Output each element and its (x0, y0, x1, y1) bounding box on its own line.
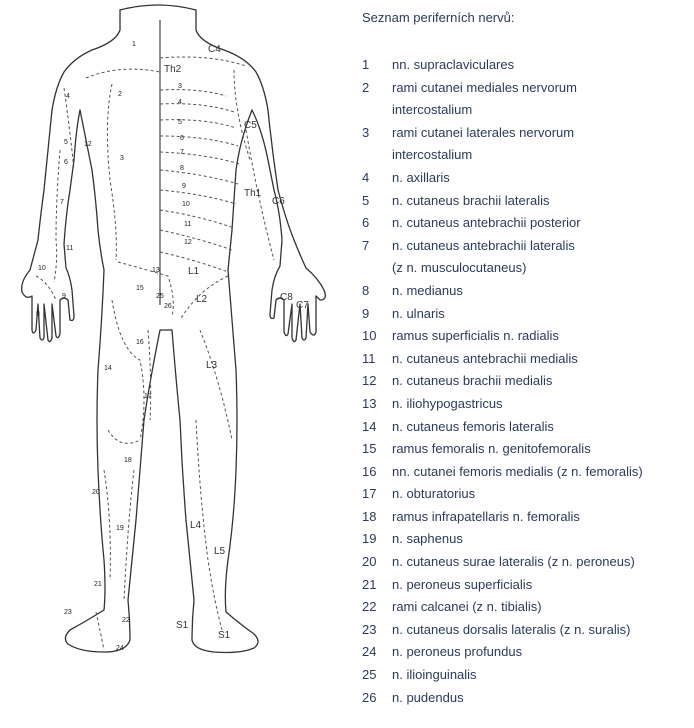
legend-item-text: ramus femoralis n. genitofemoralis (392, 441, 591, 457)
legend-item-number: 20 (362, 554, 377, 570)
dermatome-c6: C6 (272, 196, 285, 207)
legend-item (362, 370, 688, 393)
nerve-label-14: 14 (104, 365, 112, 372)
legend-item-number: 15 (362, 441, 377, 457)
legend-item-text: n. iliohypogastricus (392, 395, 503, 411)
nerve-label-26: 26 (164, 303, 172, 310)
legend-item-number: 9 (362, 305, 370, 321)
border-rib-5 (160, 120, 236, 128)
legend-item (362, 325, 688, 348)
legend-item (362, 190, 688, 213)
nerve-label-12: 12 (84, 141, 92, 148)
legend-item-number: 6 (362, 215, 370, 231)
legend-item-number: 5 (362, 192, 370, 208)
legend-item (362, 641, 688, 664)
thoracic-12: 12 (184, 239, 192, 246)
legend-item (362, 461, 688, 484)
legend-item-text: n. medianus (392, 282, 463, 298)
legend-item-text: n. cutaneus brachii medialis (392, 373, 553, 389)
legend-item-number: 13 (362, 395, 377, 411)
border-rib-3 (160, 90, 226, 96)
legend-item-number: 19 (362, 531, 377, 547)
dermatome-l2: L2 (196, 294, 208, 305)
border-rib-10 (160, 210, 234, 228)
legend-item-number: 2 (362, 79, 370, 95)
legend-item-number (362, 99, 392, 122)
border-right-arm (64, 88, 74, 170)
nerve-label-1: 1 (132, 41, 136, 48)
nerve-label-23: 23 (64, 609, 72, 616)
thoracic-6: 6 (180, 135, 184, 142)
nerve-legend (362, 10, 688, 709)
legend-item (362, 348, 688, 371)
dermatome-l3: L3 (206, 360, 218, 371)
legend-item-text: n. cutaneus antebrachii lateralis (392, 237, 575, 253)
legend-item-number: 7 (362, 237, 370, 253)
nerve-label-25: 25 (156, 293, 164, 300)
legend-item-text: rami calcanei (z n. tibialis) (392, 599, 542, 615)
legend-item-number: 25 (362, 667, 377, 683)
legend-item-text: rami cutanei laterales nervorum (392, 124, 575, 140)
legend-title: Seznam periferních nervů: (362, 10, 515, 25)
legend-item (362, 506, 688, 529)
legend-item-number: 3 (362, 124, 370, 140)
nerve-label-19: 19 (116, 525, 124, 532)
legend-item (362, 528, 688, 551)
dermatome-c7: C7 (296, 300, 309, 311)
torso-right-outline (65, 110, 172, 652)
neck-outline (120, 5, 196, 10)
thoracic-3: 3 (178, 83, 182, 90)
legend-item-text: n. cutaneus antebrachii posterior (392, 215, 581, 231)
legend-item-text: n. cutaneus surae lateralis (z n. peroneus) (392, 554, 635, 570)
border-foot-right (96, 612, 104, 650)
legend-item (362, 303, 688, 326)
thoracic-7: 7 (180, 149, 184, 156)
nerve-label-21: 21 (94, 581, 102, 588)
nerve-label-11: 11 (66, 245, 74, 252)
nerve-label-20: 20 (92, 489, 100, 496)
border-knee-right (108, 430, 140, 443)
nerve-label-4: 4 (66, 93, 70, 100)
legend-item-number: 1 (362, 57, 370, 72)
body-outline (22, 5, 326, 653)
legend-item-text: n. cutaneus dorsalis lateralis (z n. suralis) (392, 621, 631, 637)
legend-item (362, 596, 688, 619)
legend-item-number: 11 (362, 350, 376, 366)
legend-item-text: n. obturatorius (392, 486, 476, 502)
nerve-label-17: 17 (144, 393, 152, 400)
nerve-label-10: 10 (38, 265, 46, 272)
border-right-forearm (54, 150, 60, 282)
legend-item-number: 22 (362, 599, 377, 615)
legend-item-text: n. saphenus (392, 531, 463, 547)
nerve-label-15: 15 (136, 285, 144, 292)
border-hand (36, 276, 56, 300)
legend-item-text: n. ilioinguinalis (392, 667, 477, 683)
legend-item-number: 16 (362, 463, 377, 479)
head-neck-outline (30, 10, 120, 270)
dermatome-l5: L5 (214, 546, 226, 557)
legend-item-continuation (362, 144, 688, 167)
dermatome-l1: L1 (188, 266, 200, 277)
border-shin-medial (124, 470, 134, 600)
legend-item-text: n. cutaneus brachii lateralis (392, 192, 550, 208)
border-thigh-right (112, 300, 144, 440)
legend-item-continuation (362, 99, 688, 122)
legend-item-continuation (362, 257, 688, 280)
border-shin-right (104, 470, 110, 580)
legend-item-text: n. peroneus superficialis (392, 576, 533, 592)
nerve-label-3: 3 (120, 155, 124, 162)
legend-item-text: n. cutaneus antebrachii medialis (392, 350, 578, 366)
thoracic-numbers (178, 83, 192, 246)
legend-item (362, 77, 688, 100)
nerve-label-24: 24 (116, 645, 124, 652)
legend-item-number: 8 (362, 282, 370, 298)
thoracic-4: 4 (178, 99, 182, 106)
legend-item-number (362, 144, 392, 167)
nerve-label-8: 8 (36, 311, 40, 318)
legend-item (362, 619, 688, 642)
nerve-label-13: 13 (152, 267, 160, 274)
border-rib-11 (160, 230, 232, 250)
legend-item-text: n. cutaneus femoris lateralis (392, 418, 554, 434)
legend-item-text: intercostalium (392, 102, 473, 118)
thoracic-11: 11 (184, 221, 192, 228)
dermatome-s1-left: S1 (218, 630, 231, 641)
legend-item-text: n. peroneus profundus (392, 644, 523, 660)
border-thigh-medial (148, 330, 151, 420)
legend-item (362, 280, 688, 303)
nerve-label-22: 22 (122, 617, 130, 624)
border-rib-7 (160, 152, 240, 164)
dermatome-l4: L4 (190, 520, 202, 531)
thoracic-5: 5 (178, 119, 182, 126)
legend-item-number: 24 (362, 644, 377, 660)
border-rib-9 (160, 190, 236, 204)
dermatome-c4: C4 (208, 44, 221, 55)
legend-item (362, 122, 688, 145)
border-collar (86, 69, 160, 78)
thoracic-9: 9 (182, 183, 186, 190)
border-thigh-left (200, 330, 232, 440)
legend-item (362, 235, 688, 258)
legend-item-text: (z n. musculocutaneus) (392, 260, 527, 276)
legend-item (362, 574, 688, 597)
nerve-label-6: 6 (64, 159, 68, 166)
legend-item (362, 551, 688, 574)
dermatome-th1: Th1 (244, 188, 262, 199)
legend-item-text: intercostalium (392, 147, 473, 163)
dermatome-c5: C5 (244, 120, 257, 131)
legend-item-text: n. pudendus (392, 689, 464, 705)
legend-item-text: nn. cutanei femoris medialis (z n. femoralis) (392, 463, 643, 479)
border-shoulder-left (234, 70, 250, 160)
legend-item-text: ramus infrapatellaris n. femoralis (392, 508, 580, 524)
legend-item (362, 664, 688, 687)
legend-item (362, 687, 688, 710)
nerve-label-2: 2 (118, 91, 122, 98)
nerve-label-9: 9 (62, 293, 66, 300)
thoracic-10: 10 (182, 201, 190, 208)
legend-item-number: 12 (362, 373, 377, 389)
dermatome-s1-right: S1 (176, 620, 189, 631)
border-rib-6 (160, 136, 238, 146)
border-rib-8 (160, 170, 238, 184)
dermatome-labels (164, 44, 309, 641)
legend-item-number: 17 (362, 486, 377, 502)
nerve-label-16: 16 (136, 339, 144, 346)
thoracic-8: 8 (180, 165, 184, 172)
legend-item-number: 4 (362, 169, 370, 185)
legend-item-text: n. axillaris (392, 169, 450, 185)
border-right-chest (107, 84, 116, 260)
legend-item (362, 483, 688, 506)
legend-item-text: ramus superficialis n. radialis (392, 328, 559, 344)
legend-item-number (362, 257, 392, 280)
legend-item-text: n. ulnaris (392, 305, 445, 321)
legend-item (362, 167, 688, 190)
border-rib-4 (160, 104, 234, 112)
legend-item-number: 18 (362, 508, 377, 524)
legend-item (362, 438, 688, 461)
legend-item (362, 212, 688, 235)
dermatome-th2: Th2 (164, 64, 182, 75)
legend-item-text: nn. supraclaviculares (392, 57, 515, 72)
dermatome-c8: C8 (280, 292, 293, 303)
legend-item (362, 393, 688, 416)
nerve-label-18: 18 (124, 457, 132, 464)
legend-item-number: 21 (362, 576, 377, 592)
legend-item (362, 416, 688, 439)
legend-list (362, 54, 688, 709)
legend-item-number: 14 (362, 418, 377, 434)
legend-item (362, 54, 688, 77)
legend-item-number: 23 (362, 621, 377, 637)
nerve-label-7: 7 (60, 199, 64, 206)
legend-item-number: 10 (362, 328, 377, 344)
nerve-label-5: 5 (64, 139, 68, 146)
legend-item-text: rami cutanei mediales nervorum (392, 79, 577, 95)
legend-item-number: 26 (362, 689, 377, 705)
